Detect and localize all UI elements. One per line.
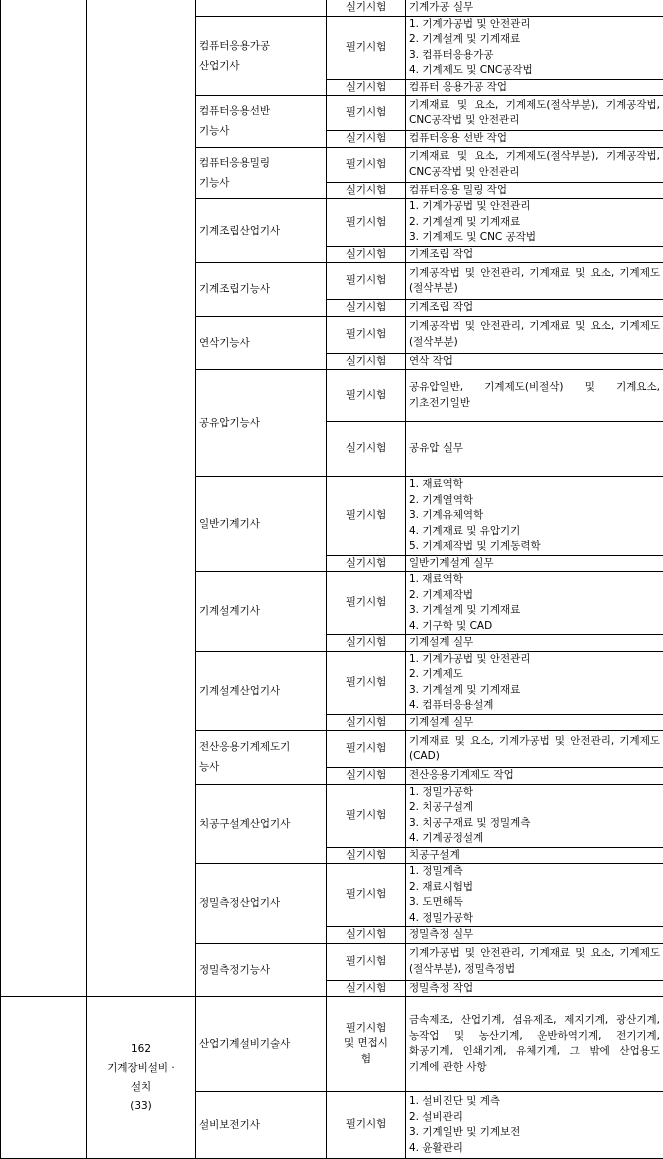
exam-type: 실기시험 — [327, 79, 406, 96]
exam-subjects — [406, 246, 663, 263]
exam-type: 실기시험 — [327, 927, 406, 944]
exam-type: 필기시험 — [327, 316, 406, 353]
subject-item: 1. 정밀계측 — [409, 864, 660, 880]
exam-type: 실기시험 — [327, 0, 406, 16]
subject-item: 2. 치공구설계 — [409, 800, 660, 816]
subject-item: 1. 기계가공법 및 안전관리 — [409, 17, 660, 33]
field-column-cell — [1, 0, 87, 997]
exam-subjects — [406, 353, 663, 370]
table-row — [1, 0, 663, 16]
exam-type: 실기시험 — [327, 422, 406, 477]
exam-type: 필기시험 — [327, 147, 406, 182]
exam-subjects — [406, 16, 663, 79]
subject-text: 컴퓨터응용 밀링 작업 — [409, 183, 660, 199]
exam-type: 필기시험 — [327, 477, 406, 556]
qualification-name: 기계조립기능사 — [196, 263, 327, 317]
subject-item: 3. 도면해독 — [409, 895, 660, 911]
exam-type: 실기시험 — [327, 182, 406, 199]
category-name: 기계장비설비 · 설치 — [90, 1059, 192, 1097]
subject-text: 공유압 실무 — [409, 441, 660, 457]
exam-type: 실기시험 — [327, 300, 406, 317]
exam-subjects — [406, 784, 663, 847]
subject-item: 4. 기계공정설계 — [409, 831, 660, 847]
subject-item: 2. 기계설계 및 기계재료 — [409, 215, 660, 231]
subject-item: 3. 기계일반 및 기계보전 — [409, 1125, 660, 1141]
subject-item: 4. 정밀가공학 — [409, 911, 660, 927]
subject-item: 4. 기계제도 및 CNC공작법 — [409, 63, 660, 79]
subject-text: 기계재료 및 요소, 기계제도(절삭부분), 기계공작법, CNC공작법 및 안전관리 — [409, 98, 660, 129]
subject-item: 3. 기계유체역학 — [409, 508, 660, 524]
subject-item: 3. 컴퓨터응용가공 — [409, 48, 660, 64]
subject-item: 2. 재료시험법 — [409, 880, 660, 896]
exam-type: 실기시험 — [327, 768, 406, 785]
exam-type: 실기시험 — [327, 131, 406, 148]
exam-subjects — [406, 422, 663, 477]
exam-type: 필기시험 — [327, 864, 406, 927]
exam-subjects — [406, 731, 663, 768]
exam-subjects — [406, 768, 663, 785]
exam-type: 필기시험 — [327, 199, 406, 247]
exam-subjects — [406, 316, 663, 353]
exam-subjects — [406, 980, 663, 997]
exam-subjects — [406, 997, 663, 1092]
subject-item: 1. 기계가공법 및 안전관리 — [409, 652, 660, 668]
subject-item: 2. 기계제작법 — [409, 588, 660, 604]
subject-text: 기계가공 실무 — [409, 0, 660, 16]
exam-type: 필기시험 — [327, 1092, 406, 1159]
subject-item: 1. 재료역학 — [409, 477, 660, 493]
exam-type: 필기시험 — [327, 784, 406, 847]
qualification-name: 기계설계산업기사 — [196, 651, 327, 731]
table-row — [1, 997, 663, 1092]
exam-subjects — [406, 263, 663, 300]
subject-item: 4. 기계재료 및 유압기기 — [409, 524, 660, 540]
exam-type: 필기시험 — [327, 263, 406, 300]
exam-subjects — [406, 96, 663, 131]
category-code: 162 — [90, 1040, 192, 1059]
exam-subjects — [406, 943, 663, 980]
exam-type: 실기시험 — [327, 246, 406, 263]
qualification-name: 일반기계기사 — [196, 477, 327, 572]
qualification-name: 정밀측정산업기사 — [196, 864, 327, 944]
subject-text: 기계재료 및 요소, 기계가공법 및 안전관리, 기계제도(CAD) — [409, 734, 660, 765]
subject-text: 일반기계설계 실무 — [409, 556, 660, 572]
subject-text: 금속제조, 산업기계, 섬유제조, 제지기계, 광산기계, 농작업 및 농산기계, 운반하역기계, 전기기계, 화공기계, 인쇄기계, 유체기계, 그 밖에 산업용도 기계에 관한 사항 — [409, 1013, 660, 1075]
exam-type: 필기시험 — [327, 651, 406, 714]
subject-item: 3. 기계설계 및 기계재료 — [409, 683, 660, 699]
subject-item: 5. 기계제작법 및 기계동력학 — [409, 539, 660, 555]
qualification-name: 공유압기능사 — [196, 370, 327, 477]
subject-text: 컴퓨터 응용가공 작업 — [409, 80, 660, 96]
exam-subjects — [406, 79, 663, 96]
subject-item: 1. 설비진단 및 계측 — [409, 1094, 660, 1110]
exam-type: 실기시험 — [327, 555, 406, 572]
qualification-name: 산업기계설비기술사 — [196, 997, 327, 1092]
exam-type: 필기시험 및 면접시 험 — [327, 997, 406, 1092]
qualification-name — [196, 0, 327, 16]
qualification-name: 기계조립산업기사 — [196, 199, 327, 263]
exam-type: 필기시험 — [327, 943, 406, 980]
subject-text: 컴퓨터응용 선반 작업 — [409, 131, 660, 147]
subject-item: 1. 재료역학 — [409, 572, 660, 588]
subject-text: 기계조립 작업 — [409, 247, 660, 263]
exam-type: 필기시험 — [327, 370, 406, 422]
subject-item: 4. 윤활관리 — [409, 1141, 660, 1157]
exam-subjects — [406, 199, 663, 247]
exam-subjects — [406, 555, 663, 572]
subject-text: 기계설계 실무 — [409, 715, 660, 731]
exam-subjects — [406, 131, 663, 148]
qualification-name: 치공구설계산업기사 — [196, 784, 327, 864]
exam-subjects — [406, 0, 663, 16]
exam-subjects — [406, 370, 663, 422]
category-count: (33) — [90, 1097, 192, 1116]
exam-type: 실기시험 — [327, 635, 406, 652]
qualification-name: 컴퓨터응용선반 기능사 — [196, 96, 327, 148]
subject-text: 정밀측정 작업 — [409, 981, 660, 997]
subject-item: 2. 기계열역학 — [409, 493, 660, 509]
exam-subjects — [406, 182, 663, 199]
subject-text: 전산응용기계제도 작업 — [409, 768, 660, 784]
subject-item: 2. 설비관리 — [409, 1110, 660, 1126]
subject-text: 기계재료 및 요소, 기계제도(절삭부분), 기계공작법, CNC공작법 및 안전관리 — [409, 149, 660, 180]
exam-subjects — [406, 927, 663, 944]
exam-type: 필기시험 — [327, 16, 406, 79]
subject-item: 1. 정밀가공학 — [409, 785, 660, 801]
qualification-name: 컴퓨터응용밀링 기능사 — [196, 147, 327, 199]
exam-subjects — [406, 1092, 663, 1159]
exam-subjects — [406, 147, 663, 182]
exam-subjects — [406, 572, 663, 635]
exam-subjects — [406, 300, 663, 317]
exam-type: 필기시험 — [327, 572, 406, 635]
subject-item: 3. 기계설계 및 기계재료 — [409, 603, 660, 619]
subject-item: 3. 치공구재료 및 정밀계측 — [409, 816, 660, 832]
qualification-name: 전산응용기계제도기 능사 — [196, 731, 327, 785]
exam-subjects — [406, 651, 663, 714]
qualification-name: 기계설계기사 — [196, 572, 327, 652]
subject-text: 정밀측정 실무 — [409, 927, 660, 943]
subject-item: 4. 기구학 및 CAD — [409, 619, 660, 635]
exam-subjects — [406, 864, 663, 927]
subject-text: 기계설계 실무 — [409, 635, 660, 651]
exam-type: 실기시험 — [327, 847, 406, 864]
exam-type: 실기시험 — [327, 714, 406, 731]
subject-item: 3. 기계제도 및 CNC 공작법 — [409, 230, 660, 246]
exam-type: 실기시험 — [327, 980, 406, 997]
qualification-name: 정밀측정기능사 — [196, 943, 327, 997]
subject-text: 기계가공법 및 안전관리, 기계재료 및 요소, 기계제도(절삭부분), 정밀측정법 — [409, 946, 660, 977]
subject-item: 4. 컴퓨터응용설계 — [409, 698, 660, 714]
exam-subjects — [406, 847, 663, 864]
exam-type: 실기시험 — [327, 353, 406, 370]
field-column-cell — [1, 997, 87, 1159]
qualification-name: 컴퓨터응용가공 산업기사 — [196, 16, 327, 96]
subject-item: 2. 기계설계 및 기계재료 — [409, 32, 660, 48]
exam-type: 필기시험 — [327, 96, 406, 131]
exam-subjects — [406, 714, 663, 731]
subject-text: 공유압일반, 기계제도(비절삭) 및 기계요소, 기초전기일반 — [409, 380, 660, 411]
subject-item: 1. 기계가공법 및 안전관리 — [409, 199, 660, 215]
qualification-table-body — [1, 0, 663, 1159]
subject-text: 기계조립 작업 — [409, 300, 660, 316]
subject-text: 기계공작법 및 안전관리, 기계재료 및 요소, 기계제도(절삭부분) — [409, 319, 660, 350]
subject-item: 2. 기계제도 — [409, 667, 660, 683]
exam-subjects — [406, 477, 663, 556]
exam-type: 필기시험 — [327, 731, 406, 768]
category-cell — [87, 997, 196, 1159]
qualification-name: 설비보전기사 — [196, 1092, 327, 1159]
subject-text: 치공구설계 — [409, 848, 660, 864]
subject-text: 연삭 작업 — [409, 354, 660, 370]
subfield-column-cell — [87, 0, 196, 997]
exam-subjects — [406, 635, 663, 652]
subject-text: 기계공작법 및 안전관리, 기계재료 및 요소, 기계제도(절삭부분) — [409, 266, 660, 297]
qualification-name: 연삭기능사 — [196, 316, 327, 370]
